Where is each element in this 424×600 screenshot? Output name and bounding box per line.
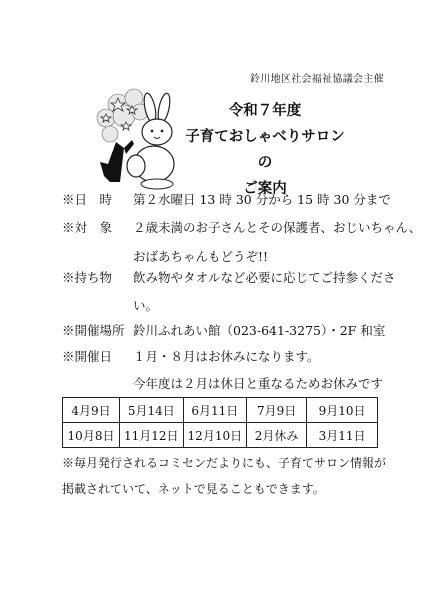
footer-line-2: 掲載されていて、ネットで見ることもできます。 (62, 482, 325, 496)
rabbit-tree-illustration (88, 84, 188, 196)
footer-line-1: ※毎月発行されるコミセンだよりにも、子育てサロン情報が (62, 456, 387, 470)
belongings-row (62, 270, 396, 286)
page-title (180, 98, 350, 202)
schedule-cell: 7月9日 (247, 398, 307, 423)
dates-note: 今年度は２月は休日と重なるためお休みです (133, 376, 384, 391)
venue-label: ※開催場所 (62, 323, 125, 338)
dates-label: ※開催日 (62, 349, 113, 364)
target-value: ２歳未満のお子さんとその保護者、おじいちゃん、 (133, 220, 422, 235)
schedule-cell: 9月10日 (307, 398, 378, 423)
belongings-label: ※持ち物 (62, 270, 113, 285)
schedule-cell: 12月10日 (183, 423, 247, 448)
target-row (62, 220, 421, 236)
schedule-cell: 2月休み (247, 423, 307, 448)
schedule-cell: 11月12日 (120, 423, 184, 448)
dates-row (62, 349, 320, 365)
organizer-text: 鈴川地区社会福祉協議会主催 (250, 74, 384, 85)
schedule-cell: 5月14日 (120, 398, 184, 423)
datetime-value: 第２水曜日 13 時 30 分から 15 時 30 分まで (133, 192, 391, 207)
title-line-1: 令和７年度 (228, 102, 302, 119)
schedule-row (63, 423, 378, 448)
dates-value: １月・８月はお休みになります。 (133, 349, 320, 364)
schedule-row (63, 398, 378, 423)
target-value-continued: おばあちゃんもどうぞ!! (133, 249, 269, 264)
venue-row (62, 323, 385, 339)
datetime-row (62, 192, 391, 208)
title-line-2: 子育ておしゃべりサロンの (185, 128, 345, 171)
schedule-table (62, 397, 378, 448)
datetime-label: ※日 時 (62, 192, 113, 207)
target-label: ※対 象 (62, 220, 113, 235)
schedule-cell: 6月11日 (183, 398, 247, 423)
belongings-value-continued: い。 (133, 298, 159, 313)
belongings-value: 飲み物やタオルなど必要に応じてご持参くださ (133, 270, 396, 285)
schedule-cell: 4月9日 (63, 398, 120, 423)
schedule-cell: 3月11日 (307, 423, 378, 448)
title-line-3: ご案内 (243, 180, 287, 197)
venue-value: 鈴川ふれあい館（023-641-3275）・2F 和室 (133, 323, 386, 338)
schedule-cell: 10月8日 (63, 423, 120, 448)
